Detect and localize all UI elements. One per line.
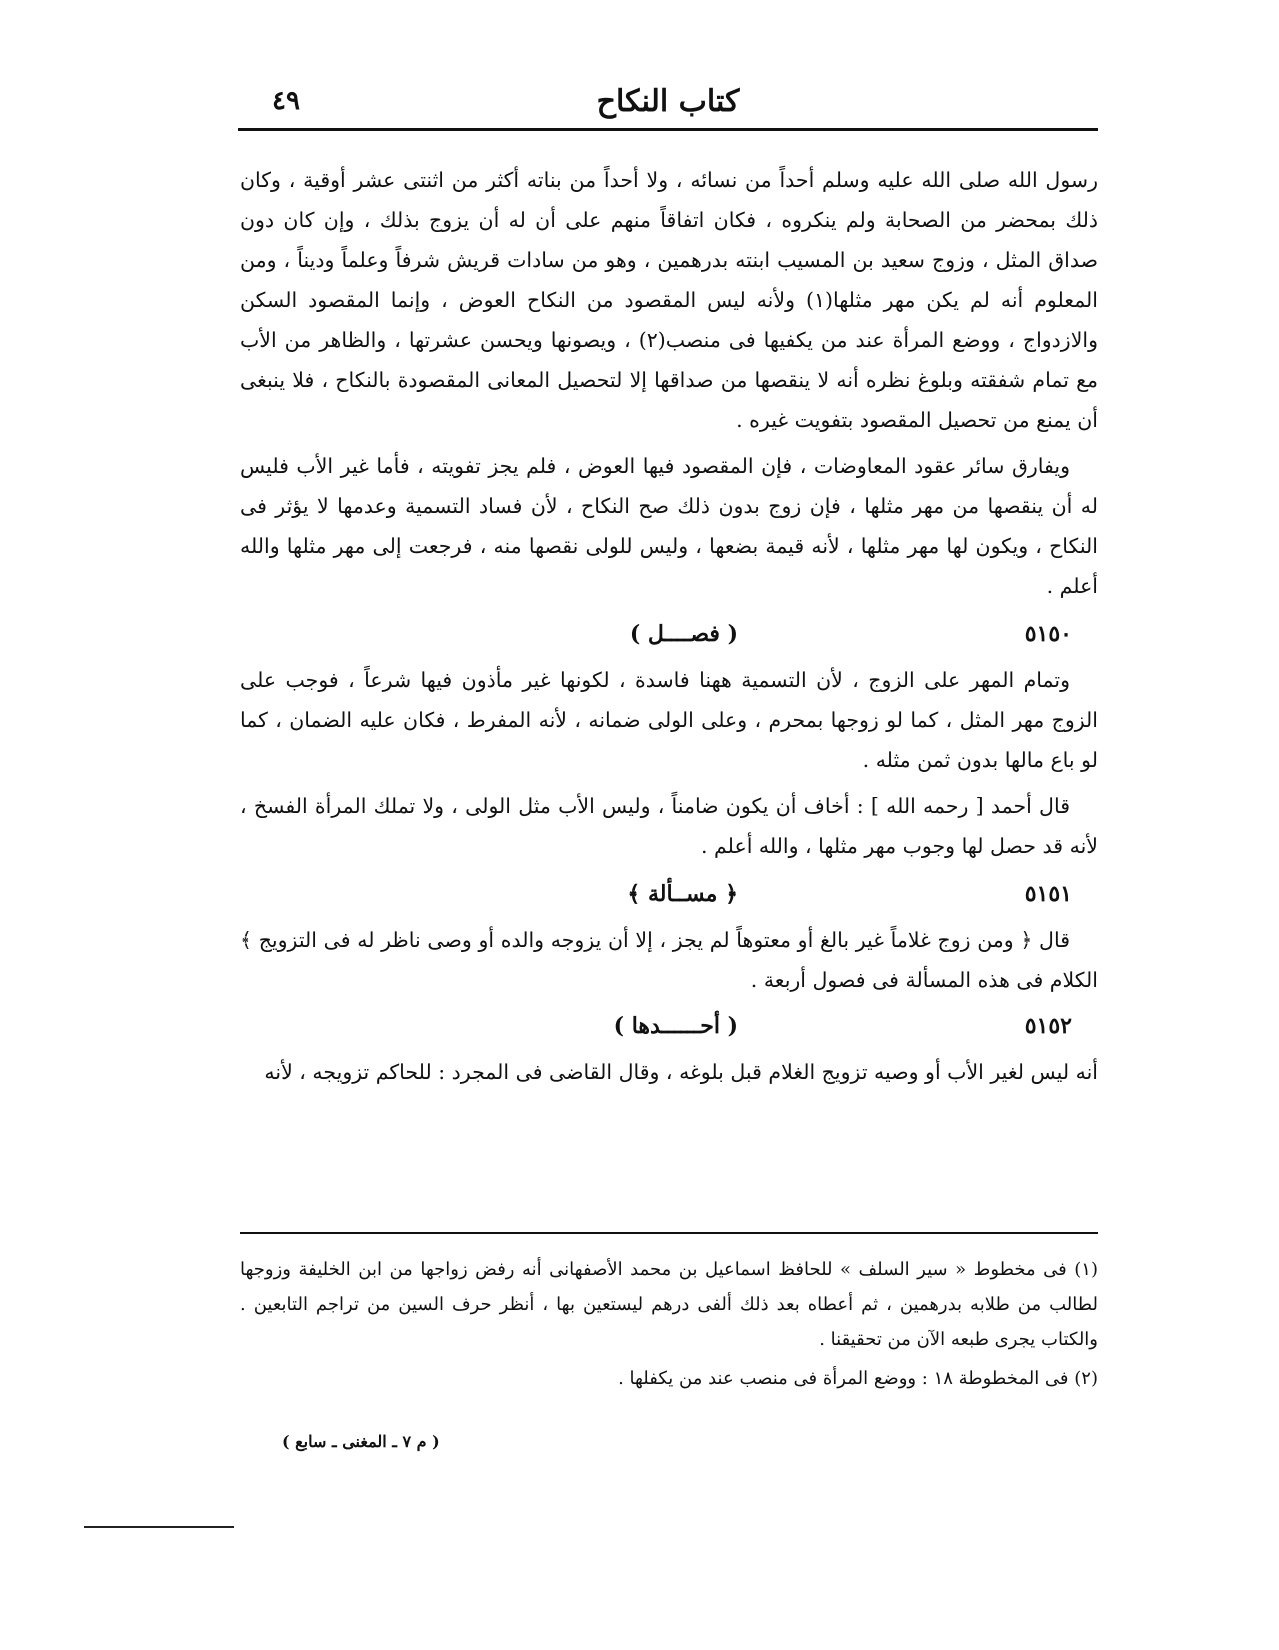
footnote-2: (٢) فى المخطوطة ١٨ : ووضع المرأة فى منصب عند من يكفلها . — [618, 1368, 1098, 1389]
paragraph-3: وتمام المهر على الزوج ، لأن التسمية ههنا فاسدة ، لكونها غير مأذون فيها شرعاً ، فوجب على الزوج مهر المثل ، كما لو زوجها بمحرم ، وعلى الولى ضمانه ، لأنه المفرط ، فكان عليه الضمان ، كما لو باع مالها بدون ثمن مثله . — [240, 668, 1098, 772]
section-heading-5151 — [240, 872, 1098, 916]
paragraph-4: قال أحمد [ رحمه الله ] : أخاف أن يكون ضامناً ، وليس الأب مثل الولى ، ولا تملك المرأة الفسخ ، لأنه قد حصل لها وجوب مهر مثلها ، والله أعلم . — [240, 794, 1098, 858]
running-title: كتاب النكاح — [596, 84, 740, 119]
header-rule — [238, 128, 1098, 131]
section-heading-5152 — [240, 1004, 1098, 1048]
page-header — [238, 78, 1098, 126]
paragraph-2: ويفارق سائر عقود المعاوضات ، فإن المقصود فيها العوض ، فلم يجز تفويته ، فأما غير الأب فليس له أن ينقصها من مهر مثلها ، فإن زوج بدون ذلك صح النكاح ، لأن فساد التسمية وعدمها لا يؤثر فى النكاح ، ويكون لها مهر مثلها ، لأنه قيمة بضعها ، وليس للولى نقصها منه ، فرجعت إلى مهر مثلها والله أعلم . — [240, 454, 1098, 598]
paragraph-5: قال ﴿ ومن زوج غلاماً غير بالغ أو معتوهاً لم يجز ، إلا أن يزوجه والده أو وصى ناظر له فى التزويج ﴾ الكلام فى هذه المسألة فى فصول أربعة . — [240, 928, 1098, 992]
section-number: ٥١٥١ — [1024, 881, 1072, 907]
footnotes — [240, 1252, 1098, 1400]
footnote-rule — [240, 1232, 1098, 1234]
section-label: ( أحــــــدها ) — [613, 1013, 738, 1039]
paragraph-1: رسول الله صلى الله عليه وسلم أحداً من نسائه ، ولا أحداً من بناته أكثر من اثنتى عشر أوقية ، وكان ذلك بمحضر من الصحابة ولم ينكروه ، فكان اتفاقاً منهم على أن له أن يزوج بذلك ، وإن كان دون صداق المثل ، وزوج سعيد بن المسيب ابنته بدرهمين ، وهو من سادات قريش شرفاً وعلماً وديناً ، ومن المعلوم أنه لم يكن مهر مثلها(١) ولأنه ليس المقصود من النكاح العوض ، وإنما المقصود السكن والازدواج ، ووضع المرأة عند من يكفيها فى منصب(٢) ، ويصونها ويحسن عشرتها ، والظاهر من الأب مع تمام شفقته وبلوغ نظره أنه لا ينقصها من صداقها إلا لتحصيل المعانى المقصودة بالنكاح ، فلا ينبغى أن يمنع من تحصيل المقصود بتفويت غيره . — [240, 168, 1098, 432]
section-heading-5150 — [240, 612, 1098, 656]
footnote-1: (١) فى مخطوط « سير السلف » للحافظ اسماعيل بن محمد الأصفهانى أنه رفض زواجها من ابن الخليفة وزوجها لطالب من طلابه بدرهمين ، ثم أعطاه بعد ذلك ألفى درهم ليستعين بها ، أنظر حرف السين من تراجم التابعين . والكتاب يجرى طبعه الآن من تحقيقنا . — [240, 1259, 1098, 1350]
section-label: ﴿ مســألة ﴾ — [627, 881, 738, 907]
section-label: ( فصــــل ) — [629, 621, 738, 647]
volume-signature: ( م ٧ ـ المغنى ـ سابع ) — [282, 1432, 440, 1451]
section-number: ٥١٥٢ — [1024, 1013, 1072, 1039]
page-number: ٤٩ — [272, 86, 300, 116]
scan-edge-line — [84, 1526, 234, 1528]
paragraph-6: أنه ليس لغير الأب أو وصيه تزويج الغلام قبل بلوغه ، وقال القاضى فى المجرد : للحاكم تزويجه ، لأنه — [264, 1060, 1098, 1084]
main-text — [240, 160, 1098, 1098]
section-number: ٥١٥٠ — [1024, 621, 1072, 647]
